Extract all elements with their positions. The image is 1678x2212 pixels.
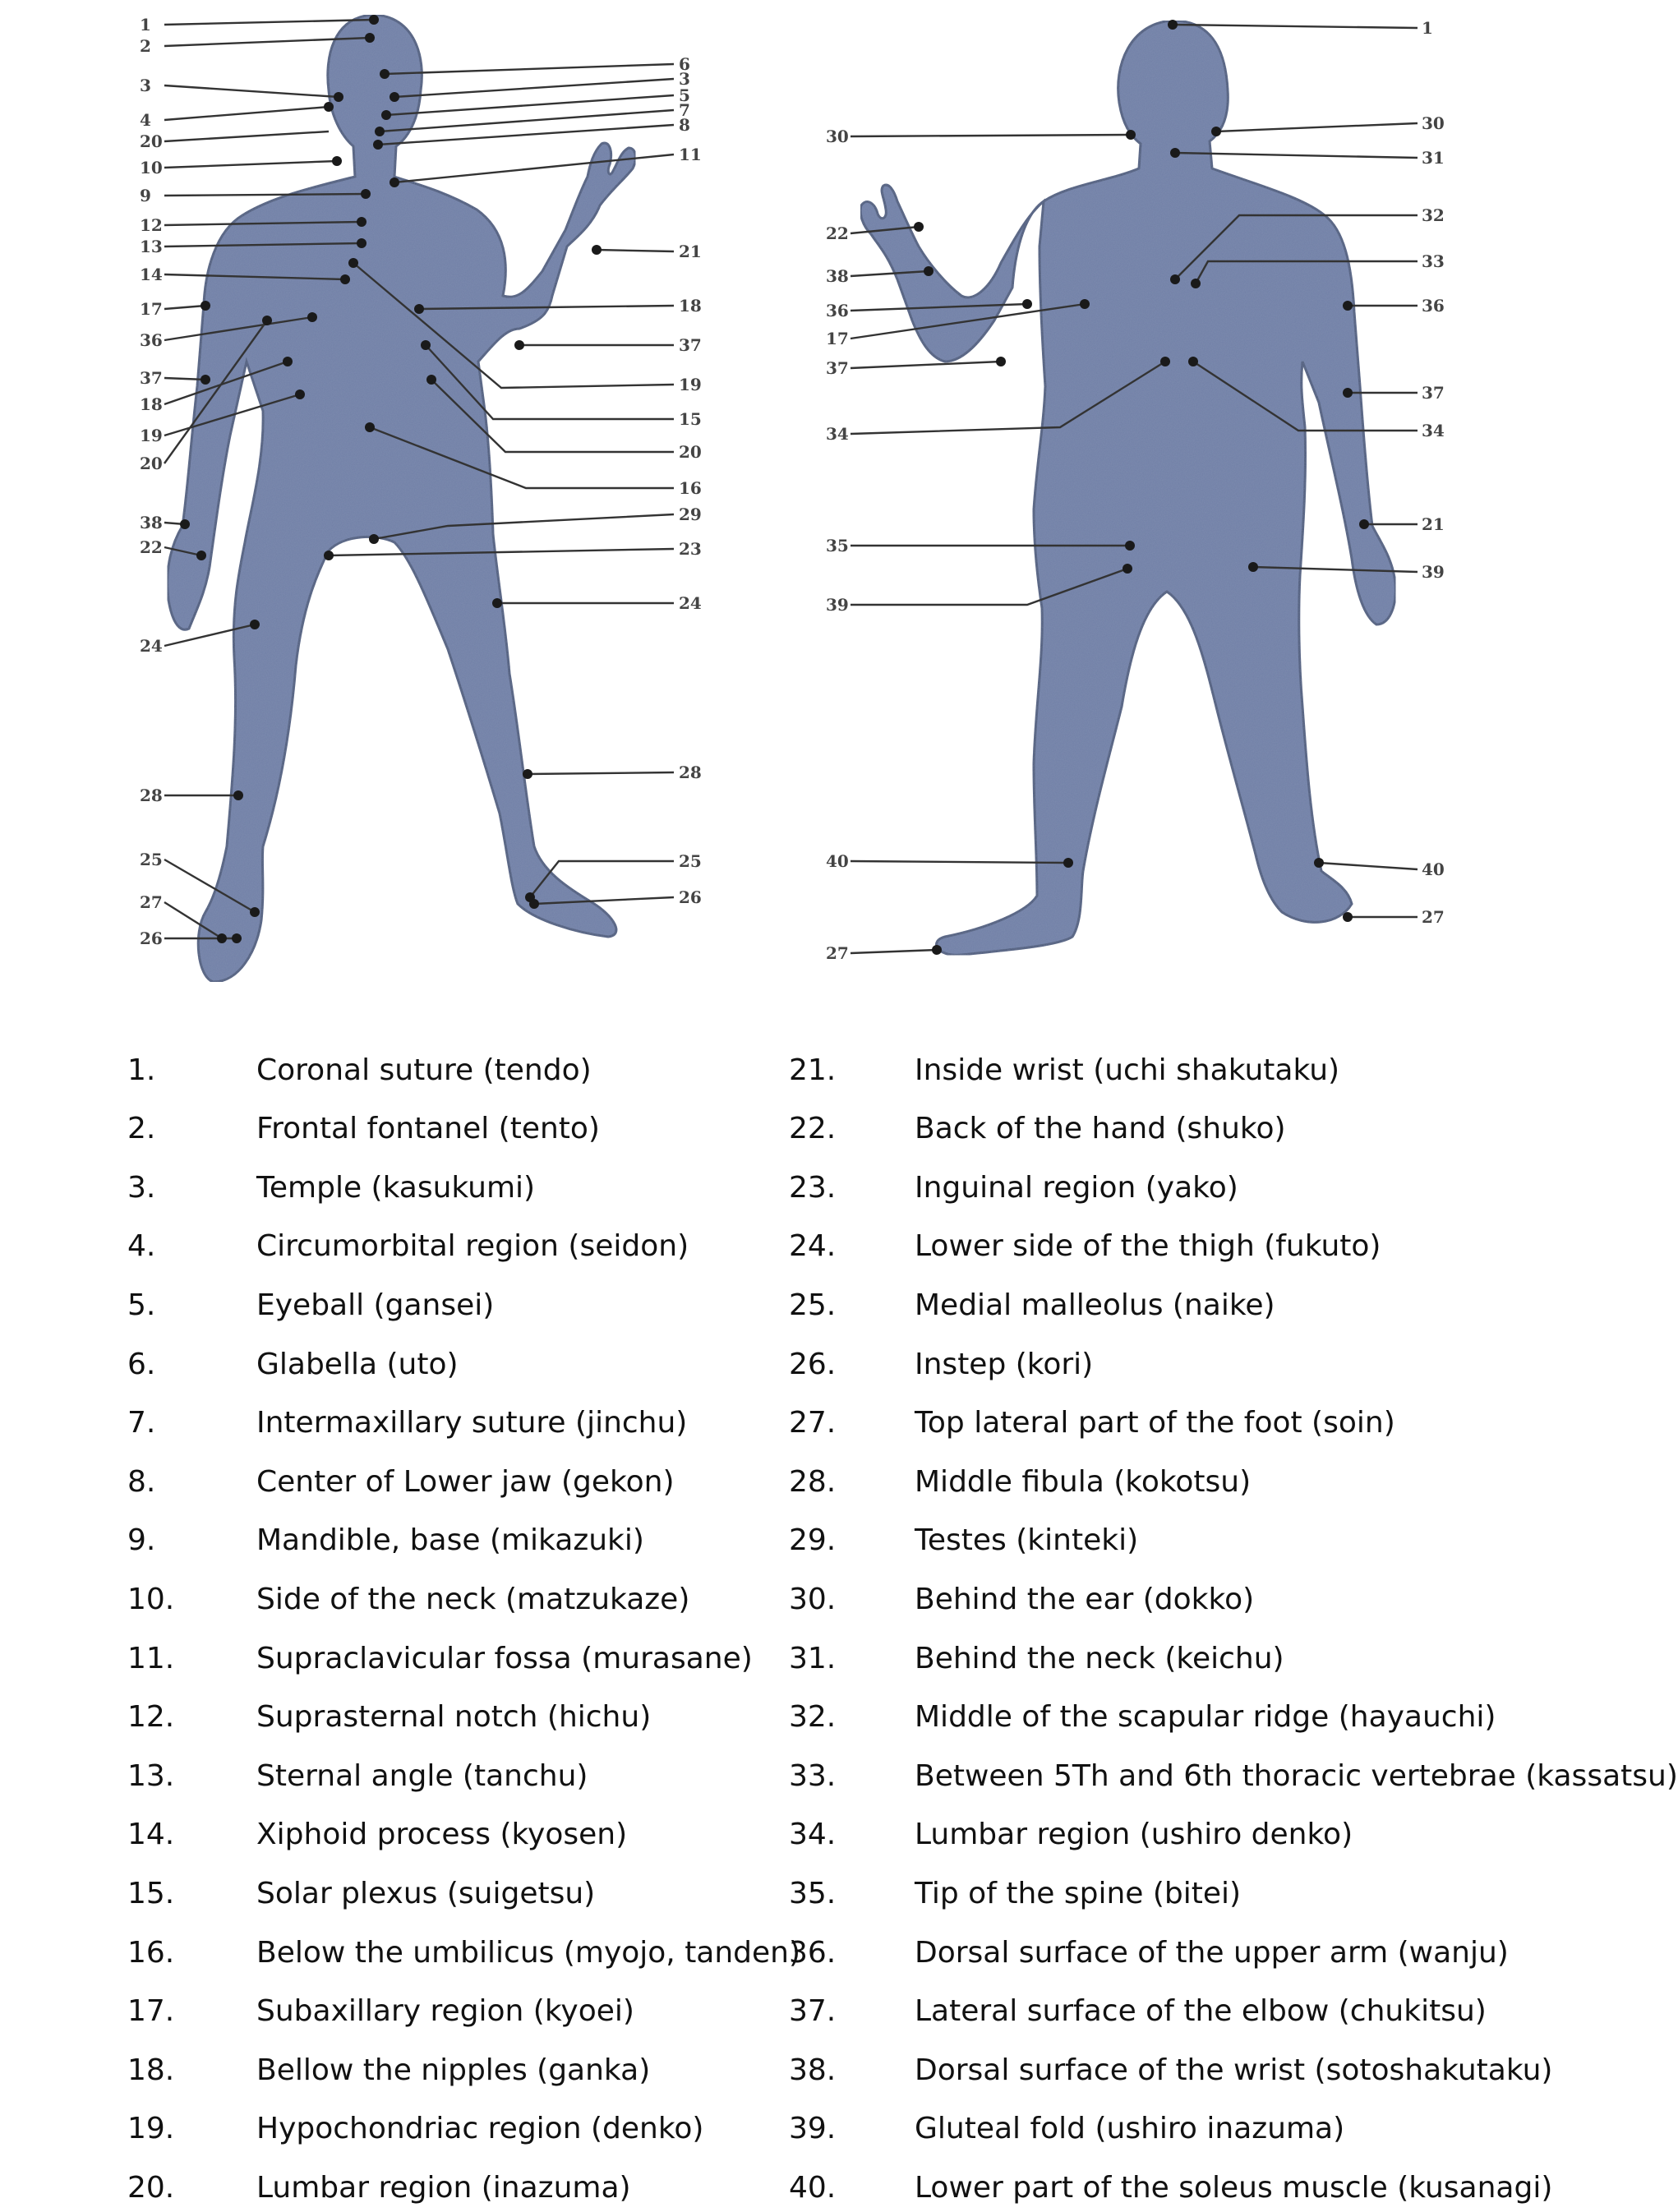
point-number: 15 <box>679 409 702 429</box>
legend-number: 33. <box>789 1758 837 1793</box>
legend-item <box>127 1339 785 1389</box>
legend-label: Dorsal surface of the upper arm (wanju) <box>915 1935 1509 1970</box>
point-number: 23 <box>679 539 702 559</box>
legend-label: Back of the hand (shuko) <box>915 1112 1286 1146</box>
legend-item <box>127 1928 801 1977</box>
point-number: 25 <box>140 850 163 869</box>
point-number: 17 <box>826 329 849 348</box>
point-number: 3 <box>679 69 690 89</box>
legend-number: 26. <box>789 1347 837 1381</box>
legend-item <box>789 1869 1574 1918</box>
legend-number: 13. <box>127 1758 175 1793</box>
legend-item <box>789 2045 1574 2094</box>
legend-item <box>127 1751 785 1800</box>
point-number: 37 <box>826 358 849 378</box>
point-number: 21 <box>679 242 702 261</box>
legend-label: Behind the ear (dokko) <box>915 1582 1255 1616</box>
back-left-ticks <box>826 127 849 963</box>
legend-item <box>789 1339 1574 1389</box>
legend-label: Frontal fontanel (tento) <box>256 1112 600 1146</box>
legend-label: Coronal suture (tendo) <box>256 1053 592 1087</box>
legend-item <box>789 1928 1574 1977</box>
legend-label: Inguinal region (yako) <box>915 1170 1238 1205</box>
legend-item <box>127 1810 785 1859</box>
legend-label: Circumorbital region (seidon) <box>256 1229 689 1264</box>
legend-label: Hypochondriac region (denko) <box>256 2112 704 2146</box>
point-number: 37 <box>140 368 163 388</box>
legend-label: Supraclavicular fossa (murasane) <box>256 1641 753 1675</box>
legend-label: Top lateral part of the foot (soin) <box>915 1406 1395 1440</box>
legend-label: Glabella (uto) <box>256 1347 459 1381</box>
legend-item <box>789 1516 1574 1565</box>
legend-item <box>789 1457 1574 1506</box>
legend-number: 1. <box>127 1053 156 1087</box>
point-number: 21 <box>1422 514 1445 534</box>
point-number: 10 <box>140 158 163 177</box>
legend-item <box>127 1987 785 2036</box>
legend-number: 4. <box>127 1229 156 1264</box>
legend-label: Lower part of the soleus muscle (kusanagi) <box>915 2170 1553 2205</box>
legend-number: 32. <box>789 1700 837 1735</box>
legend-number: 29. <box>789 1523 837 1558</box>
legend-label: Subaxillary region (kyoei) <box>256 1994 634 2029</box>
point-number: 19 <box>140 426 163 445</box>
point-number: 18 <box>679 296 702 316</box>
body-diagram <box>0 0 1578 1011</box>
legend-number: 19. <box>127 2112 175 2146</box>
point-number: 31 <box>1422 148 1445 168</box>
legend-label: Inside wrist (uchi shakutaku) <box>915 1053 1340 1087</box>
point-number: 35 <box>826 536 849 555</box>
point-number: 36 <box>140 330 163 350</box>
legend-number: 20. <box>127 2170 175 2205</box>
front-left-ticks <box>140 15 163 948</box>
point-number: 12 <box>140 215 163 235</box>
legend-number: 15. <box>127 1876 175 1910</box>
legend-number: 11. <box>127 1641 175 1675</box>
point-number: 14 <box>140 265 163 284</box>
legend-item <box>127 1693 785 1742</box>
legend-number: 8. <box>127 1464 156 1499</box>
point-number: 40 <box>1422 859 1445 879</box>
point-number: 1 <box>1422 18 1433 38</box>
legend-number: 25. <box>789 1288 837 1322</box>
legend-item <box>127 1869 785 1918</box>
front-right-ticks <box>679 54 702 907</box>
legend-item <box>789 1045 1574 1094</box>
point-number: 27 <box>1422 907 1445 927</box>
point-number: 3 <box>140 76 151 95</box>
point-number: 22 <box>140 537 163 557</box>
point-number: 9 <box>140 186 151 205</box>
legend-label: Suprasternal notch (hichu) <box>256 1700 652 1735</box>
legend-number: 37. <box>789 1994 837 2029</box>
legend-number: 23. <box>789 1170 837 1205</box>
point-number: 34 <box>1422 421 1445 440</box>
point-number: 1 <box>140 15 151 35</box>
point-number: 39 <box>826 595 849 615</box>
legend-number: 31. <box>789 1641 837 1675</box>
legend-number: 2. <box>127 1112 156 1146</box>
legend-item <box>789 1104 1574 1154</box>
point-number: 6 <box>679 54 690 74</box>
legend-item <box>127 1516 785 1565</box>
legend-label: Gluteal fold (ushiro inazuma) <box>915 2112 1345 2146</box>
legend-number: 6. <box>127 1347 156 1381</box>
point-number: 2 <box>140 36 151 56</box>
point-number: 20 <box>679 442 702 462</box>
point-number: 26 <box>140 929 163 948</box>
legend-item <box>789 1222 1574 1271</box>
legend-label: Lumbar region (inazuma) <box>256 2170 631 2205</box>
point-number: 24 <box>140 636 163 656</box>
legend-number: 21. <box>789 1053 837 1087</box>
point-number: 27 <box>140 892 163 912</box>
legend-item <box>789 1574 1574 1624</box>
legend-number: 28. <box>789 1464 837 1499</box>
legend-item <box>789 1399 1574 1448</box>
point-number: 28 <box>679 763 702 782</box>
legend-number: 9. <box>127 1523 156 1558</box>
point-number: 30 <box>826 127 849 146</box>
point-number: 7 <box>679 100 690 120</box>
point-number: 11 <box>679 145 702 164</box>
point-number: 37 <box>679 335 702 355</box>
legend-label: Lateral surface of the elbow (chukitsu) <box>915 1994 1487 2029</box>
legend-item <box>789 1751 1678 1800</box>
point-number: 20 <box>140 454 163 473</box>
point-number: 22 <box>826 224 849 243</box>
legend-label: Dorsal surface of the wrist (sotoshakutaku) <box>915 2053 1553 2087</box>
legend-label: Lower side of the thigh (fukuto) <box>915 1229 1381 1264</box>
legend-number: 17. <box>127 1994 175 2029</box>
legend-label: Instep (kori) <box>915 1347 1094 1381</box>
legend-label: Lumbar region (ushiro denko) <box>915 1818 1353 1852</box>
legend-item <box>789 1163 1574 1212</box>
legend-item <box>789 1280 1574 1330</box>
point-number: 13 <box>140 237 163 256</box>
point-number: 28 <box>140 786 163 805</box>
legend-item <box>127 2104 785 2154</box>
legend-label: Medial malleolus (naike) <box>915 1288 1275 1322</box>
legend-number: 40. <box>789 2170 837 2205</box>
legend-item <box>127 1574 785 1624</box>
legend-label: Testes (kinteki) <box>915 1523 1139 1558</box>
legend-item <box>789 2104 1574 2154</box>
legend-item <box>127 1457 785 1506</box>
legend-item <box>127 1399 785 1448</box>
legend-item <box>127 1163 785 1212</box>
legend-number: 35. <box>789 1876 837 1910</box>
legend <box>0 1045 1678 2205</box>
point-number: 25 <box>679 851 702 871</box>
legend-number: 16. <box>127 1935 175 1970</box>
legend-label: Mandible, base (mikazuki) <box>256 1523 644 1558</box>
legend-number: 30. <box>789 1582 837 1616</box>
back-figure <box>860 21 1395 955</box>
legend-item <box>127 1045 785 1094</box>
legend-label: Xiphoid process (kyosen) <box>256 1818 628 1852</box>
legend-number: 27. <box>789 1406 837 1440</box>
legend-item <box>127 1280 785 1330</box>
legend-item <box>789 1810 1574 1859</box>
legend-item <box>127 1222 785 1271</box>
legend-number: 12. <box>127 1700 175 1735</box>
legend-number: 10. <box>127 1582 175 1616</box>
point-number: 36 <box>1422 296 1445 316</box>
point-number: 33 <box>1422 251 1445 271</box>
legend-label: Temple (kasukumi) <box>256 1170 536 1205</box>
point-number: 39 <box>1422 562 1445 582</box>
legend-number: 7. <box>127 1406 156 1440</box>
point-number: 26 <box>679 887 702 907</box>
legend-number: 3. <box>127 1170 156 1205</box>
legend-label: Middle fibula (kokotsu) <box>915 1464 1252 1499</box>
legend-label: Side of the neck (matzukaze) <box>256 1582 690 1616</box>
legend-item <box>127 2163 785 2212</box>
legend-label: Center of Lower jaw (gekon) <box>256 1464 675 1499</box>
legend-item <box>127 1634 785 1683</box>
legend-number: 36. <box>789 1935 837 1970</box>
point-number: 8 <box>679 115 690 135</box>
point-number: 38 <box>826 266 849 286</box>
legend-number: 34. <box>789 1818 837 1852</box>
point-number: 37 <box>1422 383 1445 403</box>
legend-label: Sternal angle (tanchu) <box>256 1758 588 1793</box>
legend-number: 14. <box>127 1818 175 1852</box>
point-number: 5 <box>679 85 690 105</box>
legend-number: 18. <box>127 2053 175 2087</box>
point-number: 17 <box>140 299 163 319</box>
legend-label: Eyeball (gansei) <box>256 1288 495 1322</box>
legend-label: Behind the neck (keichu) <box>915 1641 1284 1675</box>
legend-item <box>789 1693 1574 1742</box>
legend-label: Bellow the nipples (ganka) <box>256 2053 651 2087</box>
legend-item <box>789 1634 1574 1683</box>
legend-item <box>127 2045 785 2094</box>
legend-item <box>789 1987 1574 2036</box>
legend-label: Middle of the scapular ridge (hayauchi) <box>915 1700 1496 1735</box>
point-number: 29 <box>679 505 702 524</box>
point-number: 34 <box>826 424 849 444</box>
point-number: 4 <box>140 110 151 130</box>
legend-label: Intermaxillary suture (jinchu) <box>256 1406 688 1440</box>
back-right-ticks <box>1422 18 1445 927</box>
point-number: 18 <box>140 394 163 414</box>
legend-number: 39. <box>789 2112 837 2146</box>
point-number: 16 <box>679 478 702 498</box>
legend-number: 24. <box>789 1229 837 1264</box>
point-number: 38 <box>140 513 163 532</box>
front-figure <box>168 15 636 982</box>
point-number: 27 <box>826 943 849 963</box>
legend-number: 22. <box>789 1112 837 1146</box>
legend-label: Solar plexus (suigetsu) <box>256 1876 596 1910</box>
point-number: 30 <box>1422 113 1445 133</box>
legend-label: Between 5Th and 6th thoracic vertebrae (kassatsu) <box>915 1758 1678 1793</box>
point-number: 24 <box>679 593 702 613</box>
point-number: 32 <box>1422 205 1445 225</box>
legend-number: 38. <box>789 2053 837 2087</box>
point-number: 40 <box>826 851 849 871</box>
legend-label: Tip of the spine (bitei) <box>915 1876 1242 1910</box>
legend-item <box>789 2163 1574 2212</box>
point-number: 36 <box>826 301 849 320</box>
legend-number: 5. <box>127 1288 156 1322</box>
legend-item <box>127 1104 785 1154</box>
point-number: 19 <box>679 375 702 394</box>
point-number: 20 <box>140 131 163 151</box>
legend-label: Below the umbilicus (myojo, tanden) <box>256 1935 801 1970</box>
